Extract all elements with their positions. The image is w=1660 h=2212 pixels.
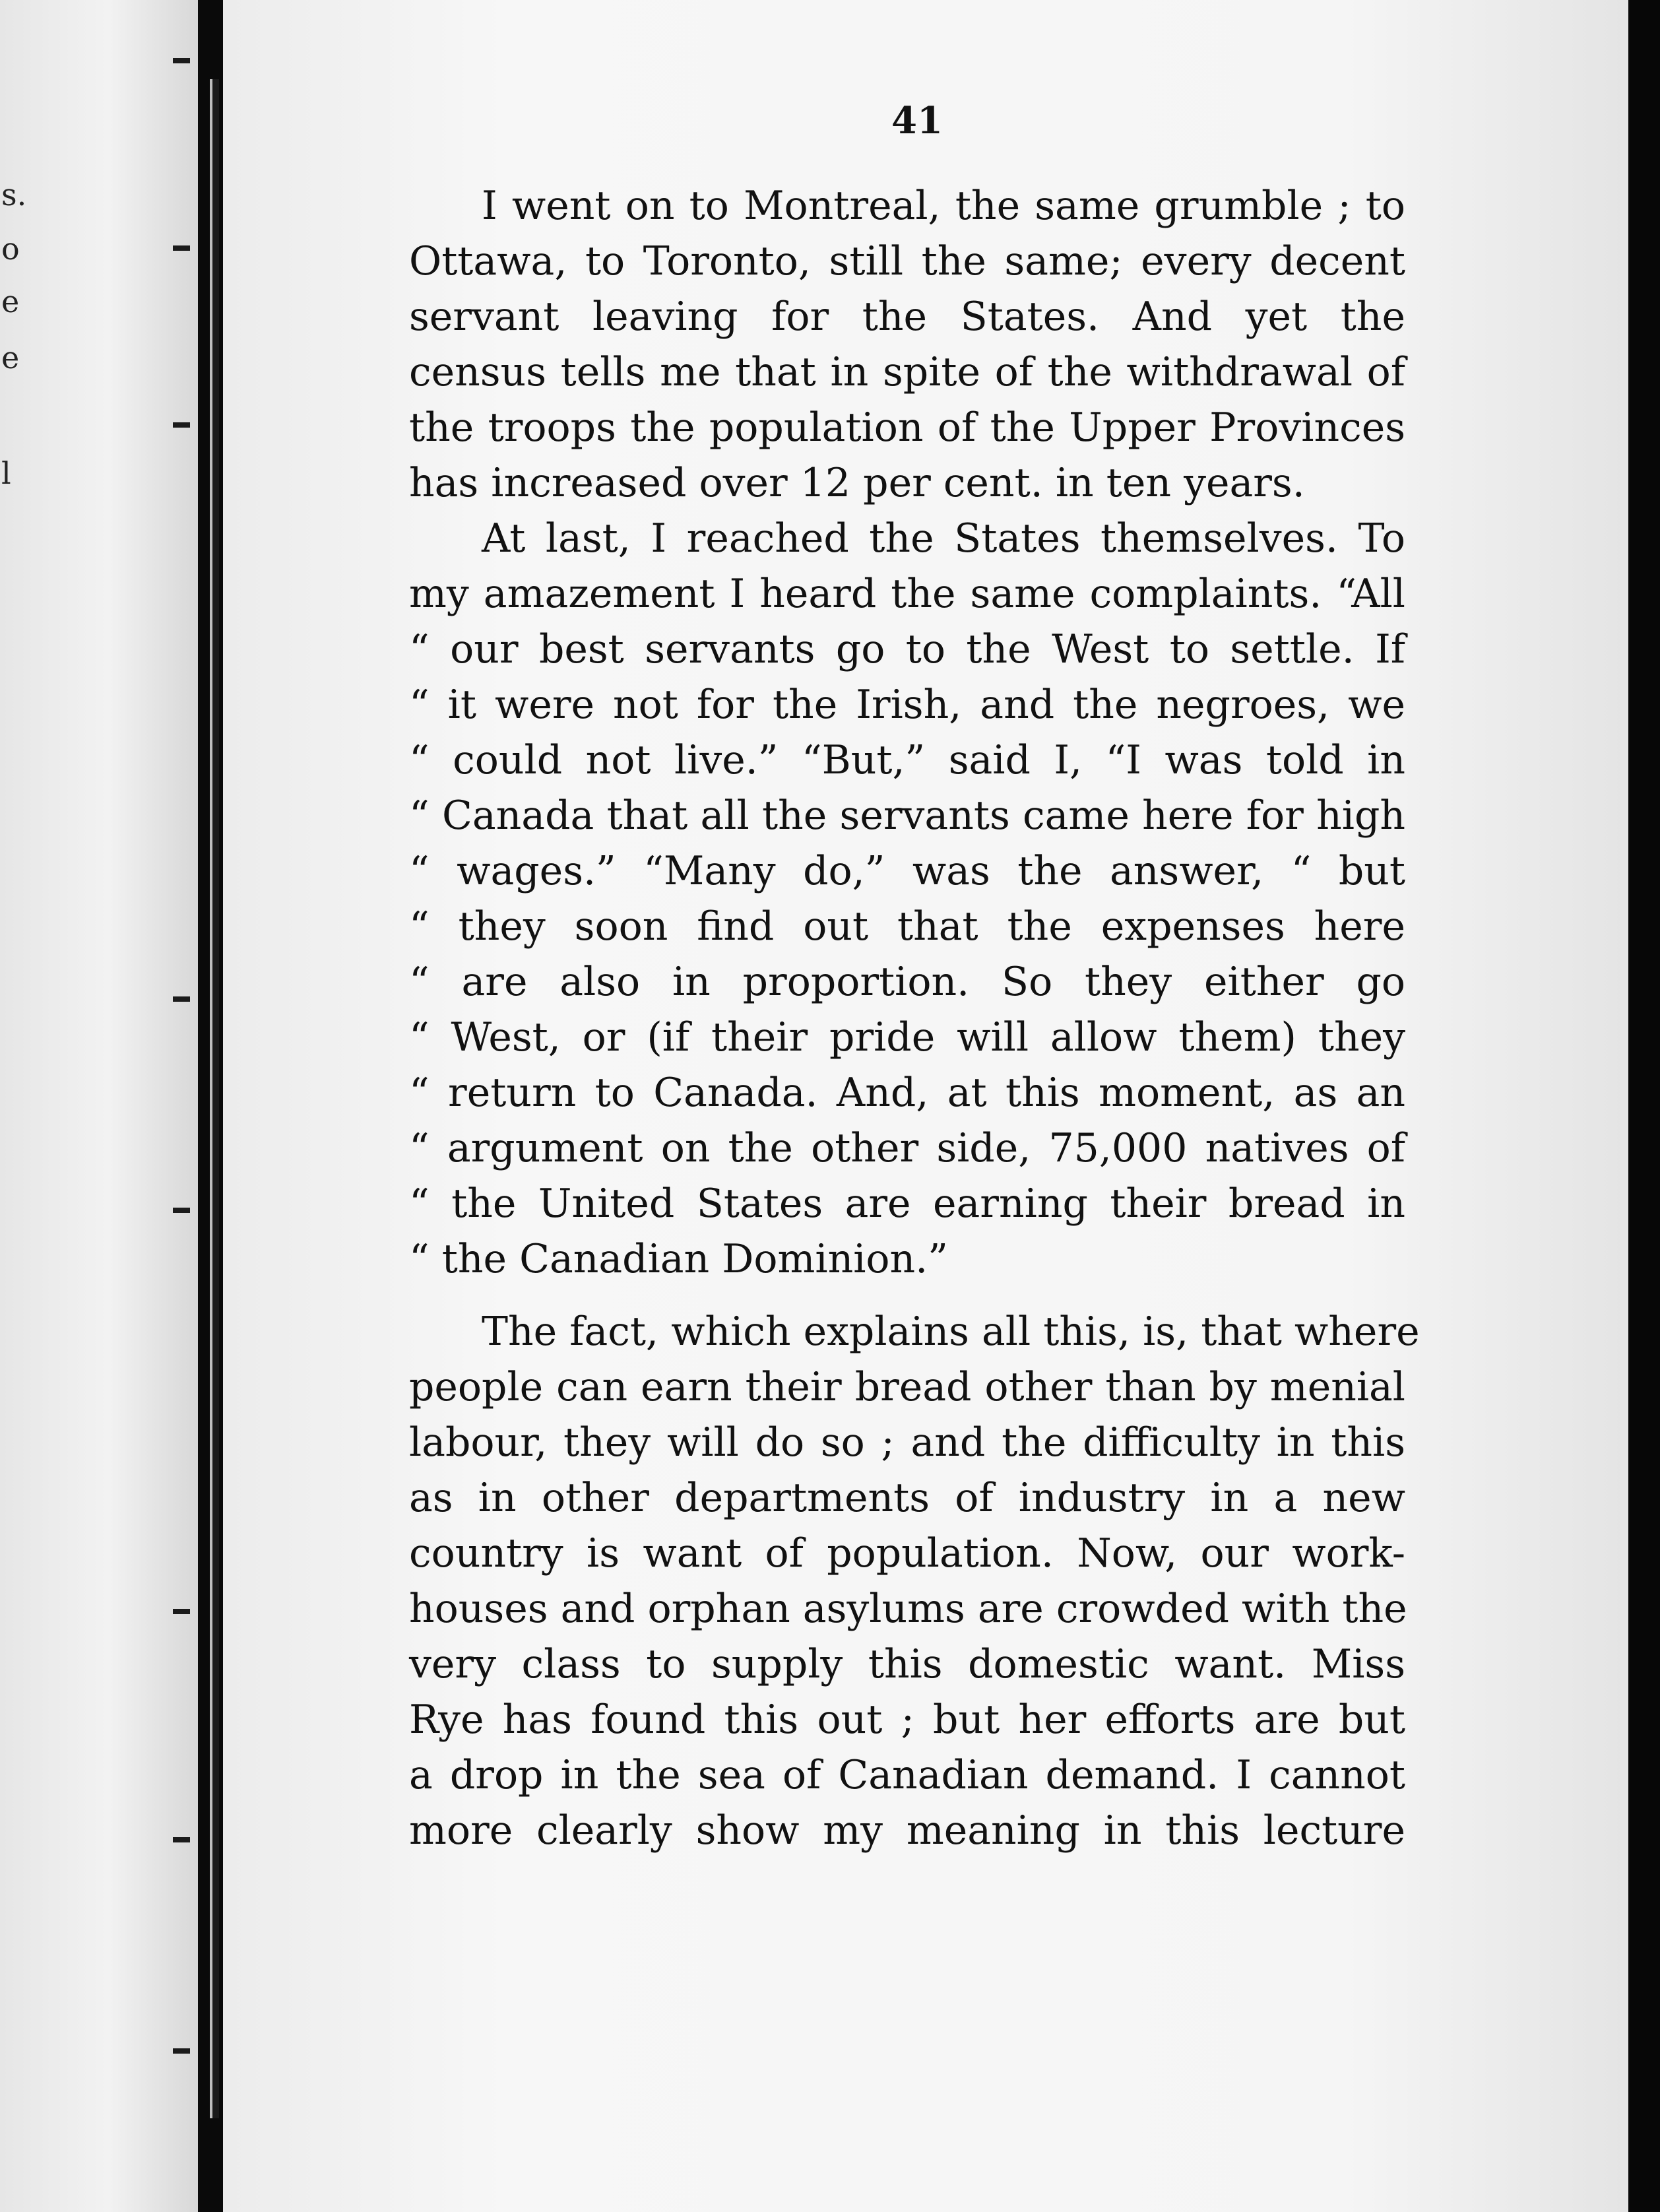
text-line: country is want of population. Now, our work- [409,1530,1405,1577]
paragraph [409,511,1405,1287]
text-line: “ it were not for the Irish, and the negroes, we [409,682,1405,728]
stitch-mark [173,245,190,251]
text-line: “ Canada that all the servants came here for high [409,793,1405,839]
text-line: Ottawa, to Toronto, still the same; every decent [409,238,1405,284]
prev-fragment: l [1,455,11,491]
text-line: “ wages.” “Many do,” was the answer, “ but [409,848,1405,894]
prev-fragment: e [1,340,20,375]
text-line: Rye has found this out ; but her efforts are but [409,1697,1405,1743]
text-line: “ the United States are earning their bread in [409,1181,1405,1227]
text-line: my amazement I heard the same complaints. “All [409,571,1405,617]
stitch-mark [173,422,190,428]
text-line: people can earn their bread other than by menial [409,1364,1405,1410]
text-line: The fact, which explains all this, is, that where [482,1309,1420,1355]
text-line: the troops the population of the Upper Provinces [409,405,1405,451]
text-line: houses and orphan asylums are crowded with the [409,1586,1407,1632]
previous-page-edge [0,0,198,2212]
stitch-mark [173,996,190,1002]
text-line: “ return to Canada. And, at this moment, as an [409,1070,1405,1116]
text-line: more clearly show my meaning in this lecture [409,1807,1405,1854]
text-line: a drop in the sea of Canadian demand. I cannot [409,1752,1405,1798]
text-line: has increased over 12 per cent. in ten years. [409,460,1305,506]
stitch-mark [173,1208,190,1213]
binding-spine [210,79,219,2118]
text-line: “ could not live.” “But,” said I, “I was told in [409,737,1405,783]
text-line: “ are also in proportion. So they either go [409,959,1405,1005]
text-line: as in other departments of industry in a new [409,1475,1405,1521]
paragraph [409,1304,1420,1858]
text-line: “ West, or (if their pride will allow them) they [409,1014,1405,1060]
prev-fragment: e [1,284,20,319]
stitch-mark [173,2048,190,2054]
page-right-edge [1628,0,1660,2212]
body-text [409,178,1420,1858]
prev-fragment: s. [1,177,27,212]
paragraph [409,178,1405,511]
stitch-mark [173,58,190,63]
stitch-mark [173,1609,190,1614]
text-line: “ they soon find out that the expenses here [409,903,1405,950]
stitch-mark [173,1837,190,1842]
text-line: “ argument on the other side, 75,000 natives of [409,1125,1405,1171]
text-line: “ our best servants go to the West to settle. If [409,626,1405,672]
text-line: At last, I reached the States themselves. To [482,515,1405,562]
text-line: I went on to Montreal, the same grumble ; to [482,183,1405,229]
prev-fragment: o [1,231,20,267]
page-number: 41 [891,99,943,143]
text-line: “ the Canadian Dominion.” [409,1236,948,1282]
text-line: census tells me that in spite of the withdrawal of [409,349,1405,395]
text-line: labour, they will do so ; and the difficulty in this [409,1419,1405,1466]
text-line: very class to supply this domestic want. Miss [409,1641,1405,1687]
text-line: servant leaving for the States. And yet the [409,294,1405,340]
